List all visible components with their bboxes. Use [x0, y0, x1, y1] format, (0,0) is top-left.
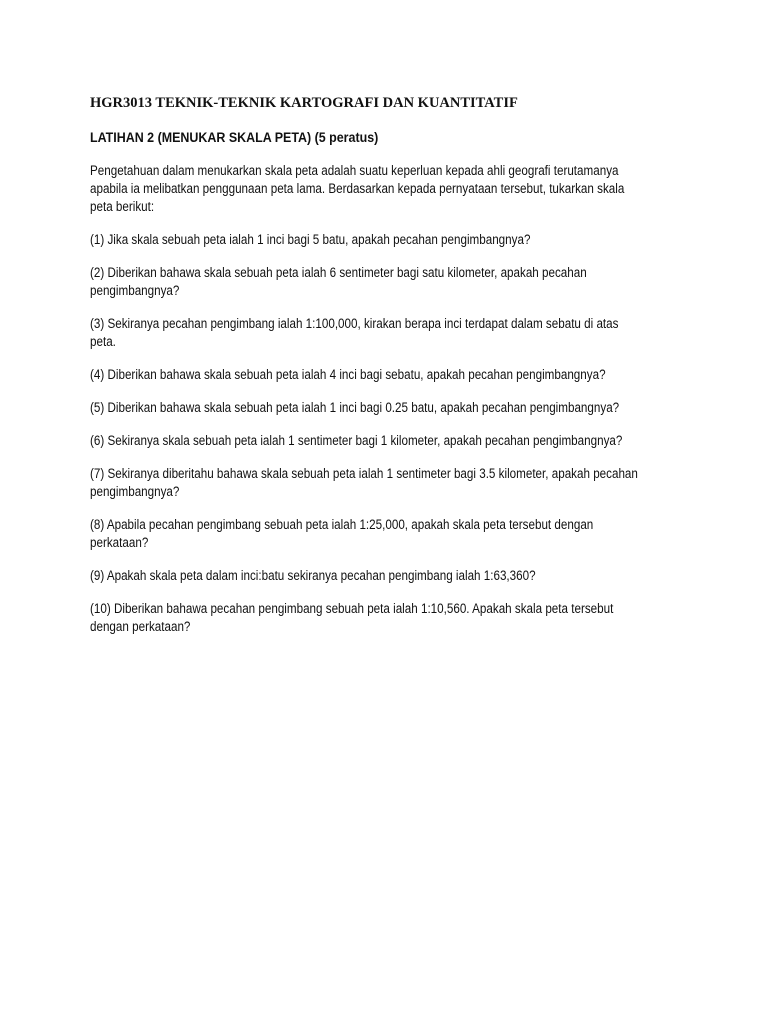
question-4	[90, 366, 690, 384]
question-line: pengimbangnya?	[90, 484, 180, 499]
question-10	[90, 600, 690, 636]
question-line: peta.	[90, 334, 116, 349]
question-7	[90, 465, 690, 501]
question-3	[90, 315, 690, 351]
question-line: (1) Jika skala sebuah peta ialah 1 inci bagi 5 batu, apakah pecahan pengimbangnya?	[90, 232, 531, 247]
question-line: (10) Diberikan bahawa pecahan pengimbang sebuah peta ialah 1:10,560. Apakah skala peta tersebut	[90, 601, 614, 616]
intro-line: peta berikut:	[90, 199, 155, 214]
question-line: (8) Apabila pecahan pengimbang sebuah peta ialah 1:25,000, apakah skala peta tersebut dengan	[90, 517, 594, 532]
question-line: (5) Diberikan bahawa skala sebuah peta ialah 1 inci bagi 0.25 batu, apakah pecahan pengimbangnya?	[90, 400, 620, 415]
question-line: (9) Apakah skala peta dalam inci:batu sekiranya pecahan pengimbang ialah 1:63,360?	[90, 568, 536, 583]
question-line: (2) Diberikan bahawa skala sebuah peta ialah 6 sentimeter bagi satu kilometer, apakah pecahan	[90, 265, 587, 280]
question-line: (4) Diberikan bahawa skala sebuah peta ialah 4 inci bagi sebatu, apakah pecahan pengimbangnya?	[90, 367, 606, 382]
question-line: (6) Sekiranya skala sebuah peta ialah 1 sentimeter bagi 1 kilometer, apakah pecahan pengimbangnya?	[90, 433, 623, 448]
intro-line: Pengetahuan dalam menukarkan skala peta adalah suatu keperluan kepada ahli geografi terutamanya	[90, 163, 619, 178]
question-line: perkataan?	[90, 535, 149, 550]
question-2	[90, 264, 690, 300]
question-8	[90, 516, 690, 552]
intro-line: apabila ia melibatkan penggunaan peta lama. Berdasarkan kepada pernyataan tersebut, tukarkan skala	[90, 181, 625, 196]
course-title: HGR3013 TEKNIK-TEKNIK KARTOGRAFI DAN KUANTITATIF	[90, 95, 518, 111]
document-page	[90, 94, 690, 651]
exercise-title: LATIHAN 2 (MENUKAR SKALA PETA) (5 peratus)	[90, 130, 379, 145]
question-5	[90, 399, 690, 417]
question-9	[90, 567, 690, 585]
intro-paragraph	[90, 162, 690, 216]
question-line: (3) Sekiranya pecahan pengimbang ialah 1:100,000, kirakan berapa inci terdapat dalam sebatu di atas	[90, 316, 619, 331]
question-line: pengimbangnya?	[90, 283, 180, 298]
question-line: dengan perkataan?	[90, 619, 191, 634]
question-line: (7) Sekiranya diberitahu bahawa skala sebuah peta ialah 1 sentimeter bagi 3.5 kilometer, apakah pecahan	[90, 466, 638, 481]
question-1	[90, 231, 690, 249]
question-6	[90, 432, 690, 450]
